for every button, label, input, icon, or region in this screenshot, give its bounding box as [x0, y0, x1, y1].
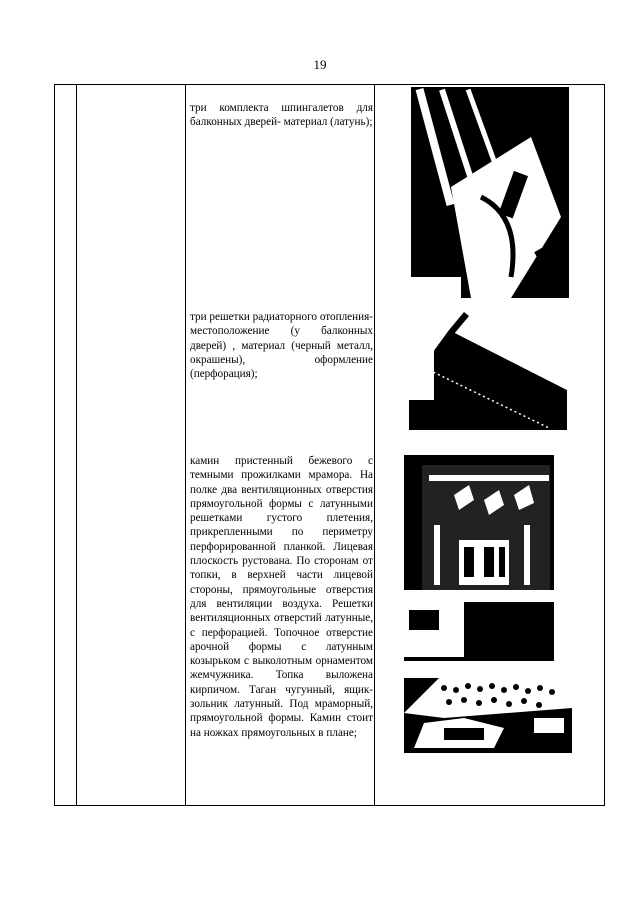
photo-balcony-door-hardware	[411, 87, 569, 298]
page-number: 19	[313, 57, 327, 72]
row-3-description: камин пристенный бежевого с темными прожилками мрамора. На полке два вентиляционных отверстия прямоугольной формы с латунными решетками густого плетения, прикрепленными по периметру перфорированной планкой. Лицевая плоскость рустована. По сторонам от топки, в верхней части лицевой стороны, прямоугольные отверстия для вентиляции воздуха. Решетки вентиляционных отверстий латунные, с перфорацией. Топочное отверстие арочной формы с латунным козырьком с выколотным орнаментом жемчужника. Топка выложена кирпичом. Таган чугунный, ящик-зольник латунный. Под мраморный, прямоугольной формы. Камин стоит на ножках прямоугольных в плане;	[190, 455, 373, 739]
column-divider-1	[76, 85, 77, 805]
photo-radiator-grille	[409, 310, 567, 430]
photo-fireplace-detail	[404, 678, 572, 753]
row-2-description: три решетки радиаторного отопления- местоположение (у балконных дверей) , материал (черный металл, окрашены), оформление (перфорация);	[190, 311, 373, 381]
column-divider-3	[374, 85, 375, 805]
document-table	[54, 84, 605, 806]
photo-fireplace	[404, 455, 572, 661]
row-1-description: три комплекта шпингалетов для балконных дверей- материал (латунь);	[190, 102, 373, 129]
column-divider-2	[185, 85, 186, 805]
